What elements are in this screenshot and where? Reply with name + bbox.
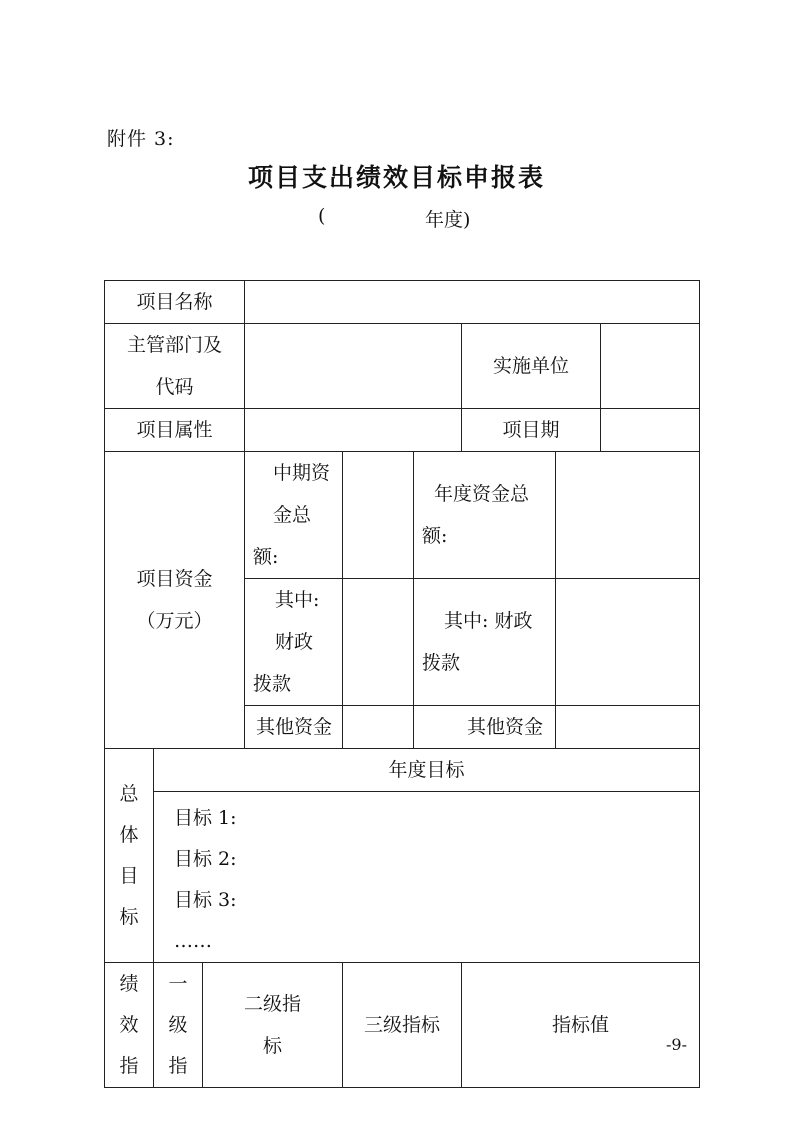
performance-char: 效 [119, 1013, 139, 1036]
mid-term-fiscal-line1: 其中: 财政 [275, 589, 320, 653]
goal-item: 目标 1: [174, 807, 237, 829]
project-funds-label-line1: 项目资金 [136, 568, 213, 590]
project-funds-label [105, 452, 245, 749]
annual-total-label [414, 452, 556, 579]
goal-item: …… [174, 930, 212, 952]
mid-term-other-funds-label: 其他资金 [245, 706, 343, 749]
goals-list[interactable] [154, 792, 700, 963]
implementing-unit-label: 实施单位 [462, 324, 601, 409]
level2-line2: 标 [262, 1035, 282, 1057]
implementing-unit-field[interactable] [601, 324, 700, 409]
goal-item: 目标 3: [174, 889, 237, 911]
level2-indicator-header [203, 963, 343, 1088]
annual-total-line2: 额: [422, 525, 448, 547]
annual-fiscal-line2: 拨款 [422, 652, 461, 674]
project-funds-label-line2: （万元） [136, 610, 213, 632]
performance-goal-form [104, 280, 700, 1088]
department-label [105, 324, 245, 409]
page-number: -9- [666, 1035, 687, 1054]
department-field[interactable] [245, 324, 462, 409]
department-label-line1: 主管部门及 [126, 334, 222, 356]
mid-term-fiscal-field[interactable] [343, 579, 414, 706]
project-attribute-field[interactable] [245, 409, 462, 452]
overall-goal-char: 目 [119, 864, 139, 887]
mid-term-fiscal-line2: 拨款 [253, 673, 292, 695]
annual-fiscal-label [414, 579, 556, 706]
attachment-label: 附件 3: [107, 128, 175, 150]
level1-char: 指 [168, 1054, 188, 1077]
overall-goal-char: 体 [119, 823, 139, 846]
annual-other-funds-label: 其他资金 [414, 706, 556, 749]
level1-char: 一 [168, 972, 188, 995]
project-period-field[interactable] [601, 409, 700, 452]
overall-goal-char: 总 [119, 782, 139, 805]
department-label-line2: 代码 [155, 376, 194, 398]
project-name-label: 项目名称 [105, 281, 245, 324]
project-attribute-label: 项目属性 [105, 409, 245, 452]
mid-term-fiscal-label [245, 579, 343, 706]
level3-indicator-header: 三级指标 [343, 963, 462, 1088]
level1-indicator-header [154, 963, 203, 1088]
year-bracket-open: ( [318, 205, 326, 227]
project-period-label: 项目期 [462, 409, 601, 452]
annual-goal-header: 年度目标 [154, 749, 700, 792]
mid-term-total-field[interactable] [343, 452, 414, 579]
mid-term-other-funds-field[interactable] [343, 706, 414, 749]
level1-char: 级 [168, 1013, 188, 1036]
page-title: 项目支出绩效目标申报表 [247, 163, 545, 192]
annual-total-field[interactable] [556, 452, 700, 579]
performance-char: 指 [119, 1054, 139, 1077]
annual-other-funds-field[interactable] [556, 706, 700, 749]
annual-fiscal-field[interactable] [556, 579, 700, 706]
annual-fiscal-line1: 其中: 财政 [444, 610, 533, 632]
mid-term-total-label [245, 452, 343, 579]
overall-goal-label [105, 749, 154, 963]
year-label: 年度) [425, 209, 471, 231]
goal-item: 目标 2: [174, 848, 237, 870]
overall-goal-char: 标 [119, 905, 139, 928]
mid-term-total-line2: 额: [253, 546, 279, 568]
level2-line1: 二级指 [243, 993, 301, 1015]
mid-term-total-line1: 中期资金总 [273, 462, 331, 526]
performance-char: 绩 [119, 972, 139, 995]
indicator-value-header: 指标值 [462, 963, 700, 1088]
performance-indicators-label [105, 963, 154, 1088]
project-name-field[interactable] [245, 281, 700, 324]
annual-total-line1: 年度资金总 [434, 483, 530, 505]
